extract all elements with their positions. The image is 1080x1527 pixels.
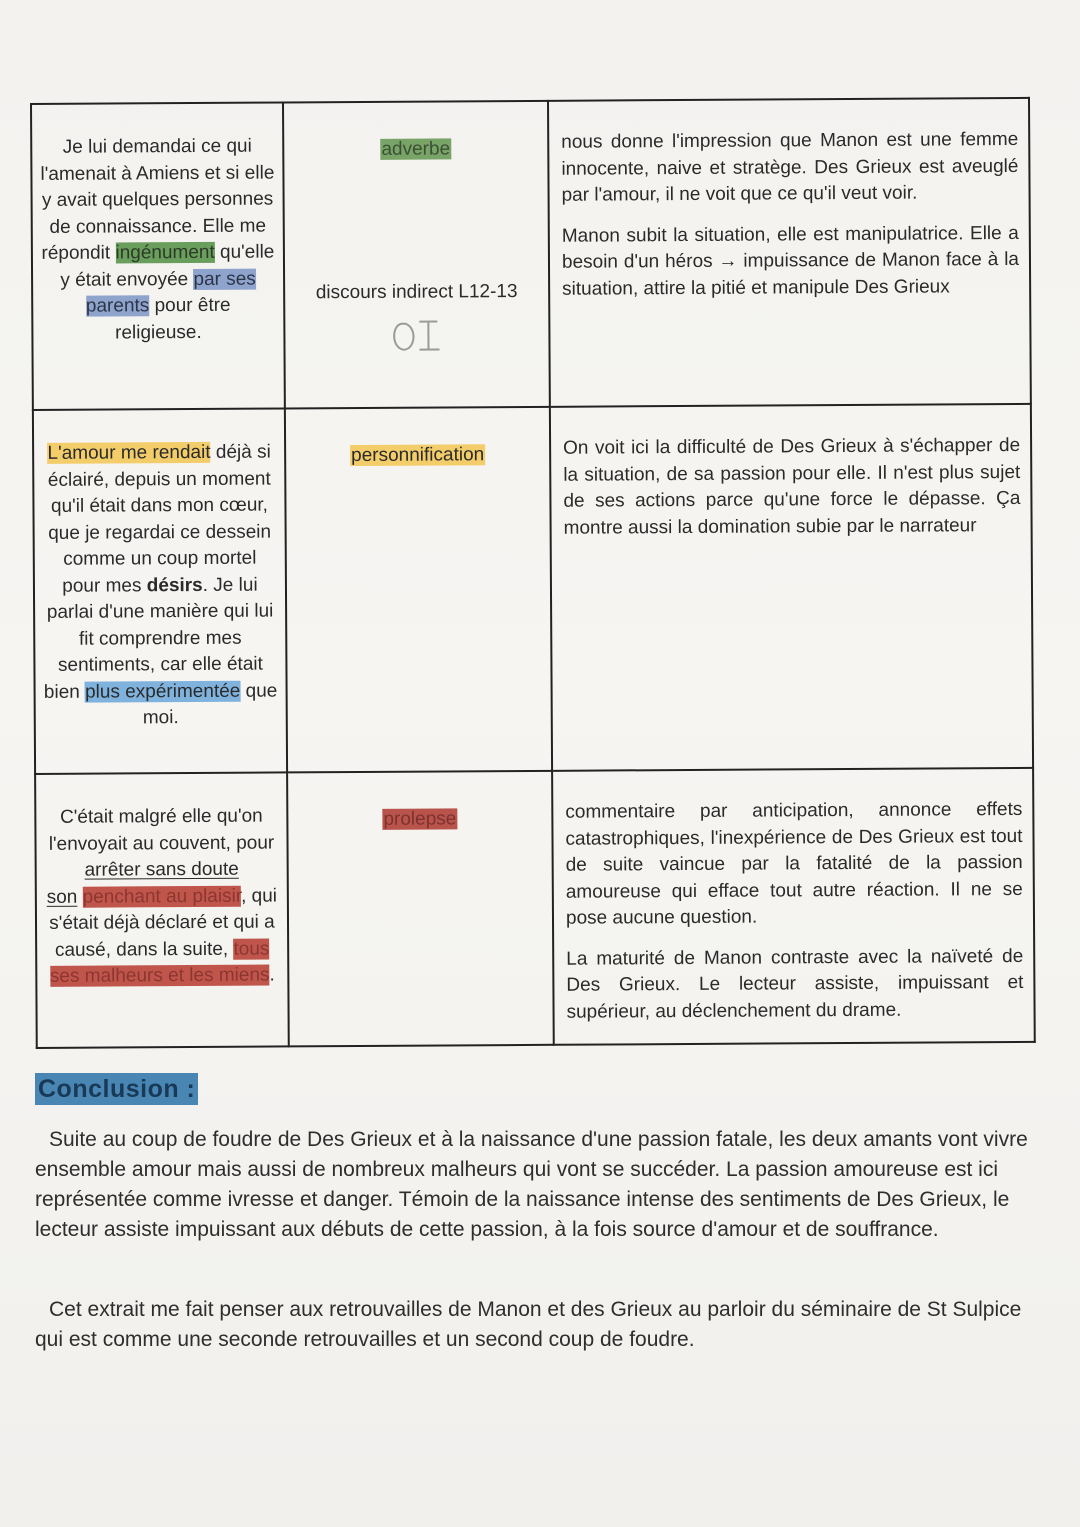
quote-text: . xyxy=(269,964,275,986)
quote-cell xyxy=(35,772,289,1048)
figure-cell xyxy=(283,101,550,409)
comment-paragraph: nous donne l'impression que Manon est une femme innocente, naive et stratège. Des Grieux est aveuglé par l'amour, il ne voit que ce qu'il veut voir. xyxy=(561,128,1019,206)
comment-cell xyxy=(548,98,1031,407)
quote-text: que moi. xyxy=(142,680,278,729)
quote-text: . Je lui parlai d'une manière qui lui fit comprendre mes sentiments, car elle était bien xyxy=(43,574,274,703)
figure-cell xyxy=(285,407,552,773)
table-row xyxy=(35,768,1035,1048)
table-row xyxy=(31,98,1031,410)
figure-cell xyxy=(287,771,554,1047)
quote-text: déjà si éclairé, depuis un moment qu'il était dans mon cœur, que je regardai ce dessein comme un coup mortel pour mes xyxy=(47,441,272,597)
conclusion-paragraph: Suite au coup de foudre de Des Grieux et à la naissance d'une passion fatale, les deux amants vont vivre ensemble amour mais aussi de nombreux malheurs qui vont se succéder. La passion amoureuse est ici représentée comme ivresse et danger. Témoin de la naissance intense des sentiments de Des Grieux, le lecteur assiste impuissant aux débuts de cette passion, à la fois source d'amour et de souffrance. xyxy=(35,1128,1028,1241)
highlight-penchant-au-plaisir: penchant au plaisir xyxy=(82,885,242,908)
comment-paragraph: On voit ici la difficulté de Des Grieux à s'échapper de la situation, de sa passion pour elle. Il n'est plus sujet de ses actions parce qu'une force le dépasse. Ça montre aussi la domination subie par le narrateur xyxy=(563,434,1021,539)
quote-text: C'était malgré elle qu'on l'envoyait au couvent, pour xyxy=(48,805,275,855)
highlight-ingenument: ingénument xyxy=(115,241,215,264)
comment-paragraph: Manon subit la situation, elle est manipulatrice. Elle a besoin d'un héros → impuissance de Manon face à la situation, attire la pitié et manipule Des Grieux xyxy=(561,222,1020,300)
figure-label-discours-indirect: discours indirect L12-13 xyxy=(315,280,518,303)
quote-text: qu'elle y était envoyée xyxy=(60,241,275,291)
quote-text: Je lui demandai ce qui l'amenait à Amiens et si elle y avait quelques personnes de connaissance. Elle me répondit xyxy=(40,135,275,264)
quote-cell xyxy=(33,408,287,774)
table-row xyxy=(33,404,1033,774)
highlight-par-ses-parents: par ses parents xyxy=(85,268,256,317)
highlight-tous-ses-malheurs: tous ses malheurs et les miens xyxy=(49,938,270,987)
quote-text: pour être religieuse. xyxy=(115,294,231,343)
handwritten-di-annotation xyxy=(387,315,447,355)
comment-cell xyxy=(552,768,1035,1045)
underlined-text: son xyxy=(46,886,78,908)
figure-label-adverbe: adverbe xyxy=(381,138,451,160)
comment-paragraph: La maturité de Manon contraste avec la naïveté de Des Grieux. Le lecteur assiste, impuissant et supérieur, au déclenchement du drame. xyxy=(566,945,1024,1023)
quote-text: , qui s'était déjà déclaré et qui a causé, dans la suite, xyxy=(49,885,278,961)
figure-label-prolepse: prolepse xyxy=(383,808,457,830)
analysis-table xyxy=(30,97,1036,1049)
bold-desirs: désirs xyxy=(146,574,203,596)
highlight-plus-experimentee: plus expérimentée xyxy=(85,680,241,703)
highlight-amour-me-rendait: L'amour me rendait xyxy=(47,441,211,464)
quote-cell xyxy=(31,102,285,410)
figure-label-personnification: personnification xyxy=(351,444,485,467)
comment-paragraph: commentaire par anticipation, annonce effets catastrophiques, l'inexpérience de Des Grieux est tout de suite vaincue par la fatalité de la passion amoureuse qui efface tout autre réaction. Il ne se pose aucune question. xyxy=(565,798,1023,929)
underlined-text: arrêter sans doute xyxy=(84,858,239,881)
comment-cell xyxy=(550,404,1033,771)
conclusion-heading: Conclusion : xyxy=(35,1073,198,1105)
conclusion-paragraph: Cet extrait me fait penser aux retrouvailles de Manon et des Grieux au parloir du séminaire de St Sulpice qui est comme une seconde retrouvailles et un second coup de foudre. xyxy=(35,1298,1022,1351)
svg-text:DI: DI xyxy=(386,315,388,317)
